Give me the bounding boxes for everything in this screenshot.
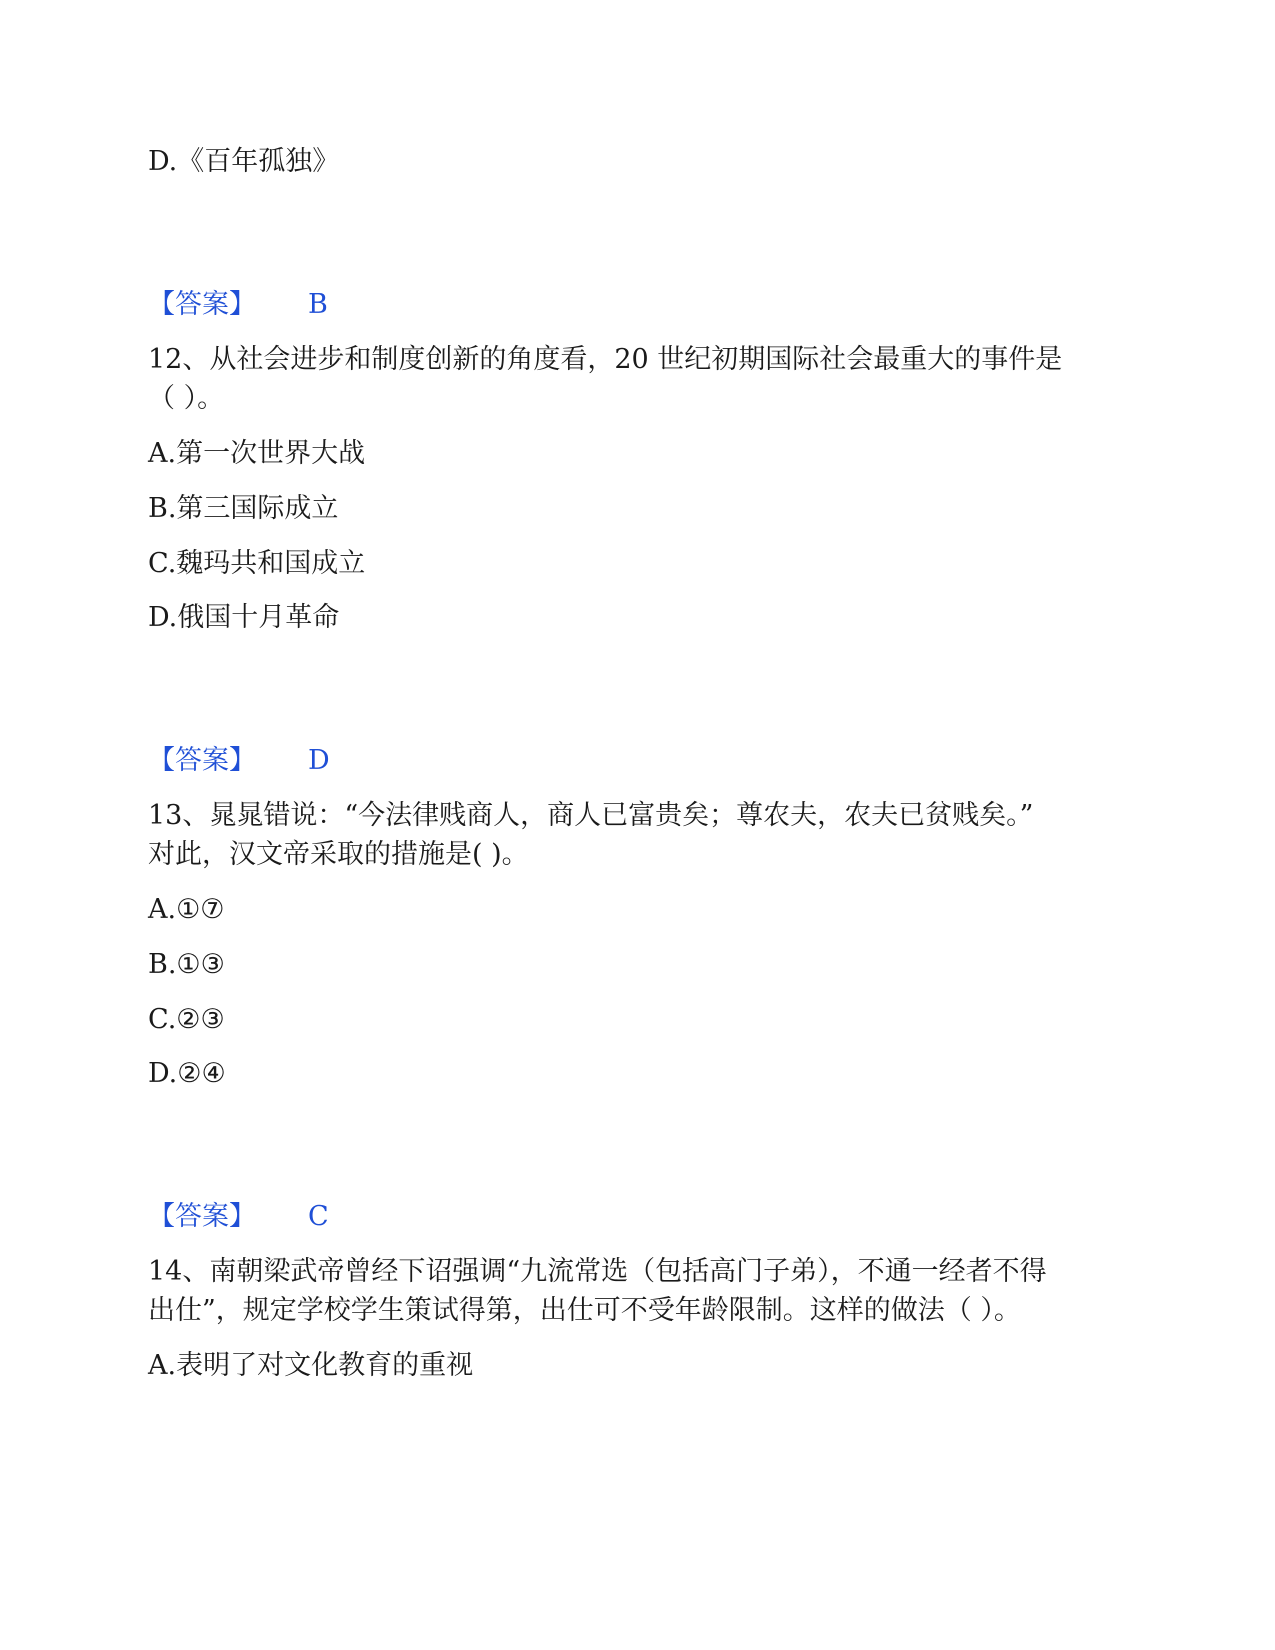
q13-option-b: B.①③ (148, 949, 225, 980)
q12-stem-line2: （ ）。 (148, 383, 225, 414)
q13-stem-line1: 13、晁晁错说：“今法律贱商人，商人已富贵矣；尊农夫，农夫已贫贱矣。” (148, 800, 1034, 831)
answer-value: B (308, 289, 328, 320)
q13-option-c: C.②③ (148, 1004, 225, 1035)
q13-stem-line2: 对此，汉文帝采取的措施是( )。 (148, 839, 529, 870)
q13-answer (148, 1198, 448, 1236)
q11-option-d: D.《百年孤独》 (148, 146, 340, 177)
q14-stem-line1: 14、南朝梁武帝曾经下诏强调“九流常选（包括高门子弟），不通一经者不得 (148, 1256, 1047, 1287)
q12-option-a: A.第一次世界大战 (148, 438, 366, 469)
q12-option-d: D.俄国十月革命 (148, 602, 340, 633)
q12-answer (148, 742, 448, 780)
answer-label: 【答案】 (148, 289, 256, 320)
q13-option-a: A.①⑦ (148, 894, 225, 925)
q13-option-d: D.②④ (148, 1058, 226, 1089)
q14-stem-line2: 出仕”，规定学校学生策试得第，出仕可不受年龄限制。这样的做法（ ）。 (148, 1295, 1021, 1326)
answer-label: 【答案】 (148, 1201, 256, 1232)
q12-stem-line1: 12、从社会进步和制度创新的角度看，20 世纪初期国际社会最重大的事件是 (148, 344, 1063, 375)
q12-option-c: C.魏玛共和国成立 (148, 548, 366, 579)
q11-answer (148, 286, 448, 324)
answer-label: 【答案】 (148, 745, 256, 776)
q14-option-a: A.表明了对文化教育的重视 (148, 1350, 474, 1381)
q12-option-b: B.第三国际成立 (148, 493, 339, 524)
answer-value: D (308, 745, 330, 776)
answer-value: C (308, 1201, 329, 1232)
